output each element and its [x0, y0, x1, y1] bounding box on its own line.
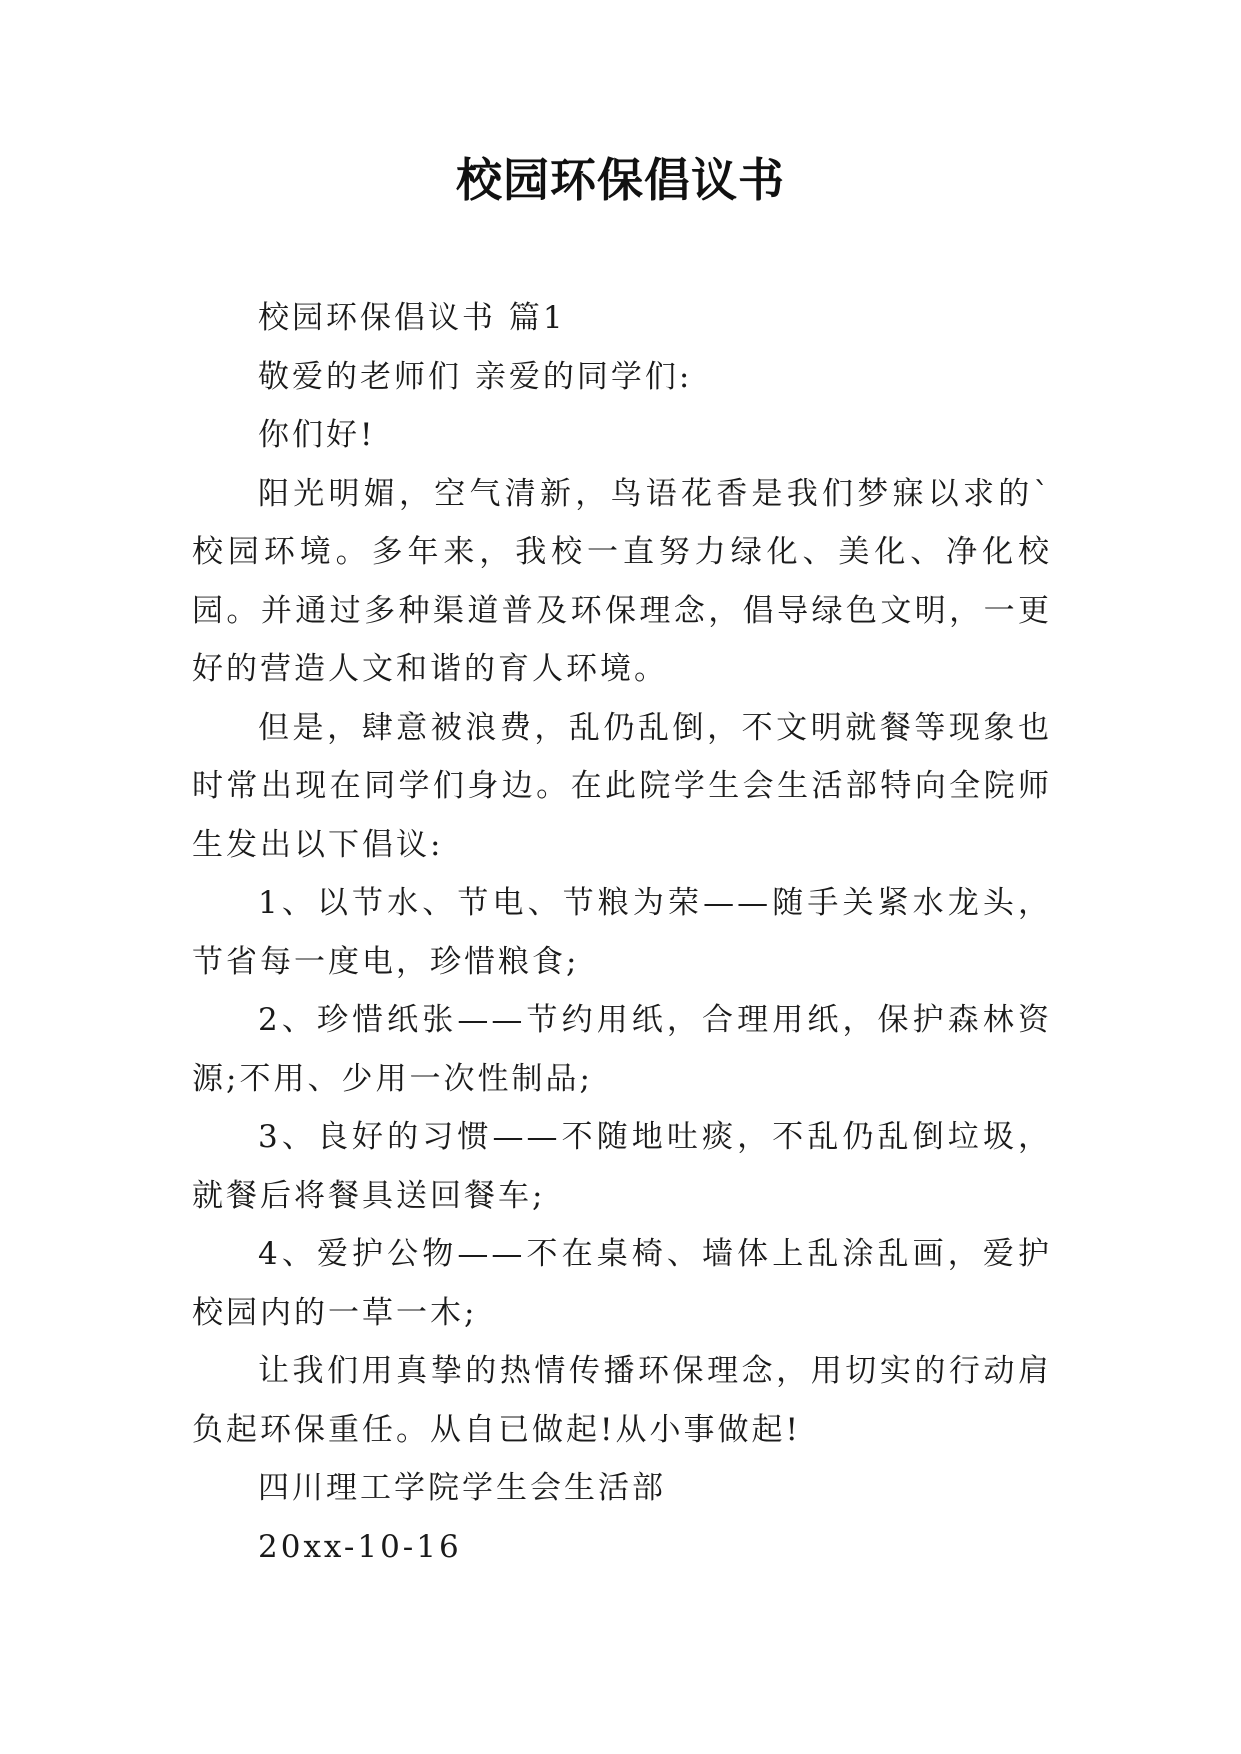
- proposal-item-3: 3、良好的习惯——不随地吐痰，不乱仍乱倒垃圾，就餐后将餐具送回餐车;: [192, 1119, 1052, 1214]
- signature-date: 20xx-10-16: [258, 1528, 462, 1565]
- section-heading: 校园环保倡议书 篇1: [258, 300, 566, 336]
- paragraph-intro: 阳光明媚，空气清新，鸟语花香是我们梦寐以求的`校园环境。多年来，我校一直努力绿化、美化、净化校园。并通过多种渠道普及环保理念，倡导绿色文明，一更好的营造人文和谐的育人环境。: [192, 475, 1052, 687]
- document-title: 校园环保倡议书: [456, 153, 785, 207]
- greeting: 你们好!: [258, 417, 376, 453]
- proposal-item-1: 1、以节水、节电、节粮为荣——随手关紧水龙头，节省每一度电，珍惜粮食;: [192, 885, 1052, 980]
- paragraph-problem: 但是，肆意被浪费，乱仍乱倒，不文明就餐等现象也时常出现在同学们身边。在此院学生会生活部特向全院师生发出以下倡议:: [192, 709, 1052, 863]
- salutation: 敬爱的老师们 亲爱的同学们:: [258, 358, 693, 395]
- document-body: [192, 289, 1052, 1576]
- proposal-item-2: 2、珍惜纸张——节约用纸，合理用纸，保护森林资源;不用、少用一次性制品;: [192, 1002, 1052, 1097]
- proposal-item-4: 4、爱护公物——不在桌椅、墙体上乱涂乱画，爱护校园内的一草一木;: [192, 1236, 1052, 1331]
- signature-organization: 四川理工学院学生会生活部: [258, 1470, 666, 1506]
- paragraph-closing: 让我们用真挚的热情传播环保理念，用切实的行动肩负起环保重任。从自已做起!从小事做起!: [192, 1353, 1052, 1448]
